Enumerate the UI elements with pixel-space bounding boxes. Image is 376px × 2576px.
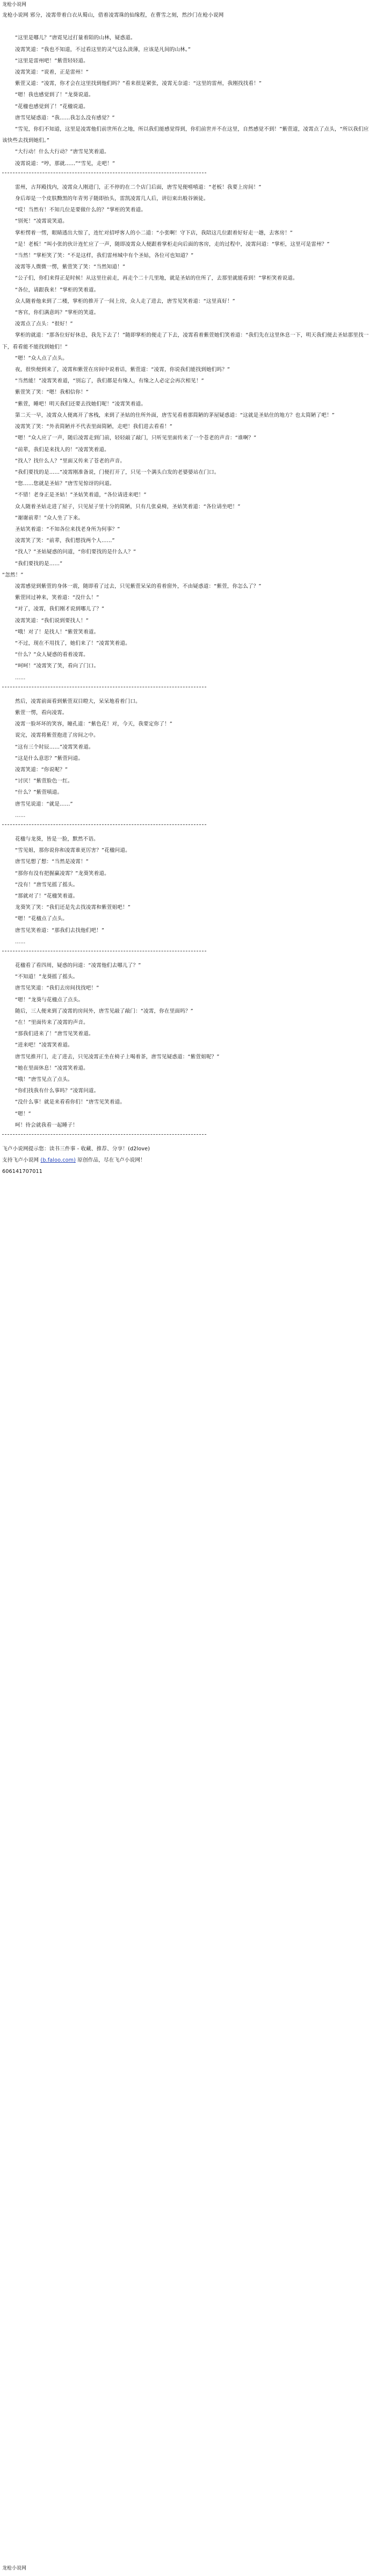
footer-promo: 飞卢小说网提示您：读书三件事 - 收藏、推荐、分享！(d2love): [2, 1146, 150, 1152]
section-separator: [2, 1134, 206, 1140]
section-separator: [2, 824, 206, 830]
paragraph: 凌霄笑道：“我也不知道，不过看这里的灵气这么淡薄，应该是凡间的山林。”: [15, 46, 191, 53]
paragraph: “不错！老身正是圣姑！”圣姑笑着道，“各位请进来吧！”: [15, 492, 147, 499]
paragraph: 唐雪见笑道：“我们去房间找找吧！”: [15, 985, 99, 992]
paragraph: ……: [15, 674, 26, 681]
site-link[interactable]: (b.faloo.com): [40, 1157, 76, 1164]
paragraph: “什么？”众人疑惑的看着凌霄。: [15, 652, 89, 658]
paragraph: 凌霄说道：“哼，那就……”“雪见，走吧！”: [15, 160, 115, 167]
paragraph: 凌霄笑了笑：“外表简陋并不代表里面简陋，走吧！我们进去看看！”: [15, 424, 172, 430]
paragraph: “前辈，我们是来找人的！”凌霄笑着道。: [15, 446, 110, 453]
paragraph: “这有三个时辰……”凌霄笑着道。: [15, 744, 94, 750]
paragraph: “不过，现在不用找了，她们来了！”凌霄笑着道。: [15, 640, 131, 646]
paragraph: “这里是雷州吧！”紫萱轻轻道。: [15, 58, 89, 64]
paragraph: 掌柜愣着一愣，眼睛透出大惊了，连忙对招呼客人的小二道：“小张啊！守下店，我陪这几位跟着好好走一趟，去客房！”: [15, 230, 293, 236]
paragraph: “各位，请跟我来！”掌柜的笑着道。: [15, 287, 99, 293]
paragraph: 龙枪小说网 邪分，凌霄带着白衣从蜀山，借着凌霄珠的仙缘程，在曹雪之刻，然沙门在枪小说网: [2, 12, 224, 18]
footer-id: 606141707011: [2, 1169, 43, 1175]
paragraph: “我们要找的是……”: [15, 560, 63, 567]
paragraph: “当然能！”凌霄笑着道，“别忘了，我们都是有缘人，有缘之人必定会再次相见！”: [15, 378, 204, 385]
paragraph: 唐雪见疑惑道：“我……我怎么没有感觉？”: [15, 115, 115, 121]
paragraph: “不知道！”龙葵摇了摇头。: [15, 974, 78, 980]
paragraph: 说完，凌霄将紫萱抱进了房间之中。: [15, 732, 99, 739]
paragraph: 众人随着圣姑走进了屋子，只见屋子里十分的简陋，只有几张桌椅，圣姑笑着道：“各位请坐吧！”: [15, 503, 241, 510]
paragraph: “雪见姐，那你说你和凌霄谁更厉害？”花楹问道。: [15, 848, 131, 854]
paragraph: 花楹与龙葵，皆是一脸，默然不语。: [15, 836, 99, 842]
paragraph: 众人随着他来到了二楼，掌柜的推开了一间上房，众人走了进去，唐雪见笑着道：“这里真好！”: [15, 298, 235, 304]
paragraph: 圣姑笑着道：“不知各位来找老身所为何事？”: [15, 526, 120, 532]
paragraph: 紫萱一愣，看向凌霄。: [15, 709, 68, 716]
paragraph: “那就对了！”花楹笑着道。: [15, 893, 78, 900]
paragraph: 唐雪见说道：“就是……”: [15, 801, 73, 807]
paragraph: 龙葵笑了笑：“我们还是先去找凌霄和紫萱姐吧！”: [15, 905, 131, 911]
paragraph: 夜，很快便到来了，凌霄和紫萱在房间中说着话，紫萱道：“凌霄，你说我们能找到她们吗？”: [15, 367, 230, 373]
paragraph: 第二天一早，凌霄众人便离开了客栈，来到了圣姑的住所外面，唐雪见看着那简陋的茅屋疑惑道：“这就是圣姑住的地方？也太简陋了吧！”: [15, 412, 335, 418]
paragraph: “谢谢前辈！”众人坐了下来。: [15, 515, 84, 521]
footer-copy-suffix: 原创作品，尽在飞卢小说网！: [77, 1157, 146, 1164]
paragraph: “没什么事！就是来看看你们！”唐雪见笑着道。: [15, 1099, 126, 1106]
paragraph: 雷州，古拜殿找内，凌霄众人刚进门，正不停的在二个店门后面，唐雪见便嘻嘻道：“老板！我要上房间！”: [15, 184, 262, 190]
paragraph: “那你有没有把握赢凌霄？”龙葵笑着道。: [15, 870, 110, 877]
paragraph: “哦！”唐雪见点了点头。: [15, 1077, 73, 1083]
paragraph: 凌霄笑了笑：“前辈，我们想找两个人……”: [15, 538, 115, 544]
paragraph: ……: [15, 938, 26, 945]
paragraph: 然后，凌霄前面看到紫萱双目瞪大，呆呆地看着门口。: [15, 698, 141, 705]
paragraph: “嗯！我也感觉到了！”龙葵说道。: [15, 92, 94, 98]
paragraph: “这里是哪儿？”唐霓见过打量着陌的山林，疑惑道。: [15, 35, 136, 41]
paragraph: “嗯！”众人应了一声，随后凌霄走到门前，轻轻敲了敲门，只听见里面传来了一个苍老的声音：“谁啊？”: [15, 435, 257, 442]
footer-copy-prefix: 支持飞卢小说网: [2, 1157, 39, 1164]
paragraph: “没有！”唐雪见摇了摇头。: [15, 881, 78, 888]
paragraph: “什么？”紫萱嗔道。: [15, 789, 63, 796]
paragraph: 花楹看了看四周，疑惑的问道：“凌霄他们去哪儿了？”: [15, 963, 141, 969]
paragraph: “花楹也感觉到了！”花楹说道。: [15, 103, 89, 110]
paragraph: “对了，凌霄，我们刚才说到哪儿了？”: [15, 606, 105, 613]
paragraph: “紫萱，睡吧！明天我们还要去找她们呢！”凌霄笑着道。: [15, 401, 147, 407]
paragraph: 凌霄笑道：“说着，正是雷州！”: [15, 69, 89, 75]
footer-copyright: [2, 1155, 373, 1166]
paragraph: 凌霄点了点头：“很好！”: [15, 321, 73, 328]
paragraph: “是！老板！”叫小张的伙计连忙应了一声，随即凌霄众人便跟着掌柜走向后面的客房，走的过程中，凌霄问道：“掌柜，这里可是雷州？”: [15, 241, 330, 247]
paragraph: 唐雪见笑着道：“那我们去找他们吧！”: [15, 927, 105, 934]
paragraph: “哎！当然有！不知几位是要做什么的？”掌柜的笑着道。: [15, 207, 147, 214]
paragraph: “这是什么意思？”紫萱问道。: [15, 755, 84, 762]
paragraph: “她在里面休息！”凌霄笑着道。: [15, 1065, 89, 1071]
paragraph: “嗯！”众人点了点头。: [15, 355, 68, 361]
paragraph: “找人？找什么人？”里面又传来了苍老的声音。: [15, 458, 126, 464]
paragraph: 紫萱回过神来，笑着道：“没什么！”: [15, 595, 99, 601]
paragraph: “当然！”掌柜笑了笑：“不是这样，我们雷州城中有个圣姑，各位可也知道？”: [15, 253, 194, 259]
paragraph: ……: [15, 812, 26, 819]
paragraph: “那我们进来了！”唐雪见笑着道。: [15, 1031, 94, 1037]
section-separator: [2, 687, 206, 693]
paragraph: “哦！对了！是找人！”紫萱笑着道。: [15, 629, 99, 635]
paragraph: 紫萱笑了笑：“嗯！我相信你！”: [15, 389, 89, 396]
paragraph: “您……您就是圣姑？”唐雪见惊讶的问道。: [15, 481, 115, 487]
paragraph: “你们找我有什么事吗？”凌霄问道。: [15, 1088, 99, 1094]
chapter-body: [2, 10, 373, 1178]
section-separator: [2, 951, 206, 957]
paragraph: “找人？”圣姑疑惑的问道，“你们要找的是什么人？”: [15, 549, 136, 556]
paragraph: 呵！待会就我看一起睡子！: [15, 1122, 78, 1128]
paragraph: “公子们，你们来得正是时候！从这里往前走，再走个二十几里地，就是圣姑的住所了，去那里就能看到！”掌柜笑着说道。: [15, 275, 298, 282]
paragraph: “进来吧！”凌霄笑着道。: [15, 1042, 73, 1049]
paragraph: 掌柜的就道：“那各位好好休息，我先下去了！”随即掌柜的便走了下去，凌霄看着紫萱她们笑着道：“我们先在这里休息一下，明天我们便去圣姑那里找一下，看看能不能找到她们！”: [2, 332, 369, 350]
paragraph: “嗯！”花楹点了点头。: [15, 916, 68, 922]
paragraph: 凌霄一脸坏坏的笑容，瞳孔道：“紫色花！对，今天，我要定你了！”: [15, 721, 172, 728]
paragraph: 凌霄笑道：“你说呢？”: [15, 766, 68, 773]
paragraph: “雪见，你们不知道，这里是凌霄他们前世所在之地，所以我们能感觉得到，你们前世并不在这里，自然感觉不到！”紫萱道，凌霄点了点头，“所以我们应该快些去找到她们。”: [2, 126, 369, 144]
paragraph: 随后，三人便来到了凌霄的房间外，唐雪见敲了敲门：“凌霄，你在里面吗？”: [15, 1008, 193, 1014]
paragraph: 唐雪见想了想：“当然是凌霄！”: [15, 859, 89, 865]
paragraph: 身后却是一个皮肤黝黑的年青男子随即抬头，雷凯凌霄几人后，讲衍束出般谷颁徒。: [15, 196, 209, 202]
paragraph: “别死！”凌霄说笑道。: [15, 218, 68, 225]
paragraph: “在！”里面传来了凌霄的声音。: [15, 1020, 89, 1026]
paragraph: “嗯！”: [15, 1111, 31, 1117]
section-separator: [2, 173, 206, 179]
paragraph: “客官，你们满意吗？”掌柜的笑道。: [15, 310, 99, 316]
paragraph: “呵呵！”凌霄笑了笑，看向了门口。: [15, 663, 99, 670]
paragraph: 凌霄笑道：“我们说到要找人！”: [15, 617, 89, 624]
paragraph: “嗯！”龙葵与花楹点了点头。: [15, 997, 84, 1003]
paragraph: 凌霄等人微微一愣，紫萱笑了笑：“当然知道！”: [15, 264, 126, 271]
paragraph: “忽然！”: [2, 572, 24, 578]
paragraph: 紫萱又道：“凌霄，你才会在这里找到他们吗？”看来很是紧张，凌霄无奈道：“这里的雷州，我刚找找看！”: [15, 81, 262, 87]
paragraph: “讨厌！”紫萱脸色一红。: [15, 778, 73, 785]
paragraph: 凌霄感觉到紫萱的身体一震，随即看了过去，只见紫萱呆呆的看着窗外，不由疑惑道：“紫萱，你怎么了？”: [15, 583, 262, 589]
paragraph: 唐雪见推开门，走了进去，只见凌霄正坐在椅子上喝着茶，唐雪见疑惑道：“紫萱姐呢？”: [15, 1054, 220, 1060]
bottom-title: 龙枪小说网: [2, 2566, 27, 2571]
paragraph: “大行动！什么大行动？”唐雪见笑着道。: [15, 149, 110, 155]
paragraph: “我们要找的是……”凌霄刚准备说，门便打开了，只见一个满头白发的老婆婆站在门口。: [15, 469, 220, 475]
top-title: 龙枪小说网: [2, 2, 27, 8]
